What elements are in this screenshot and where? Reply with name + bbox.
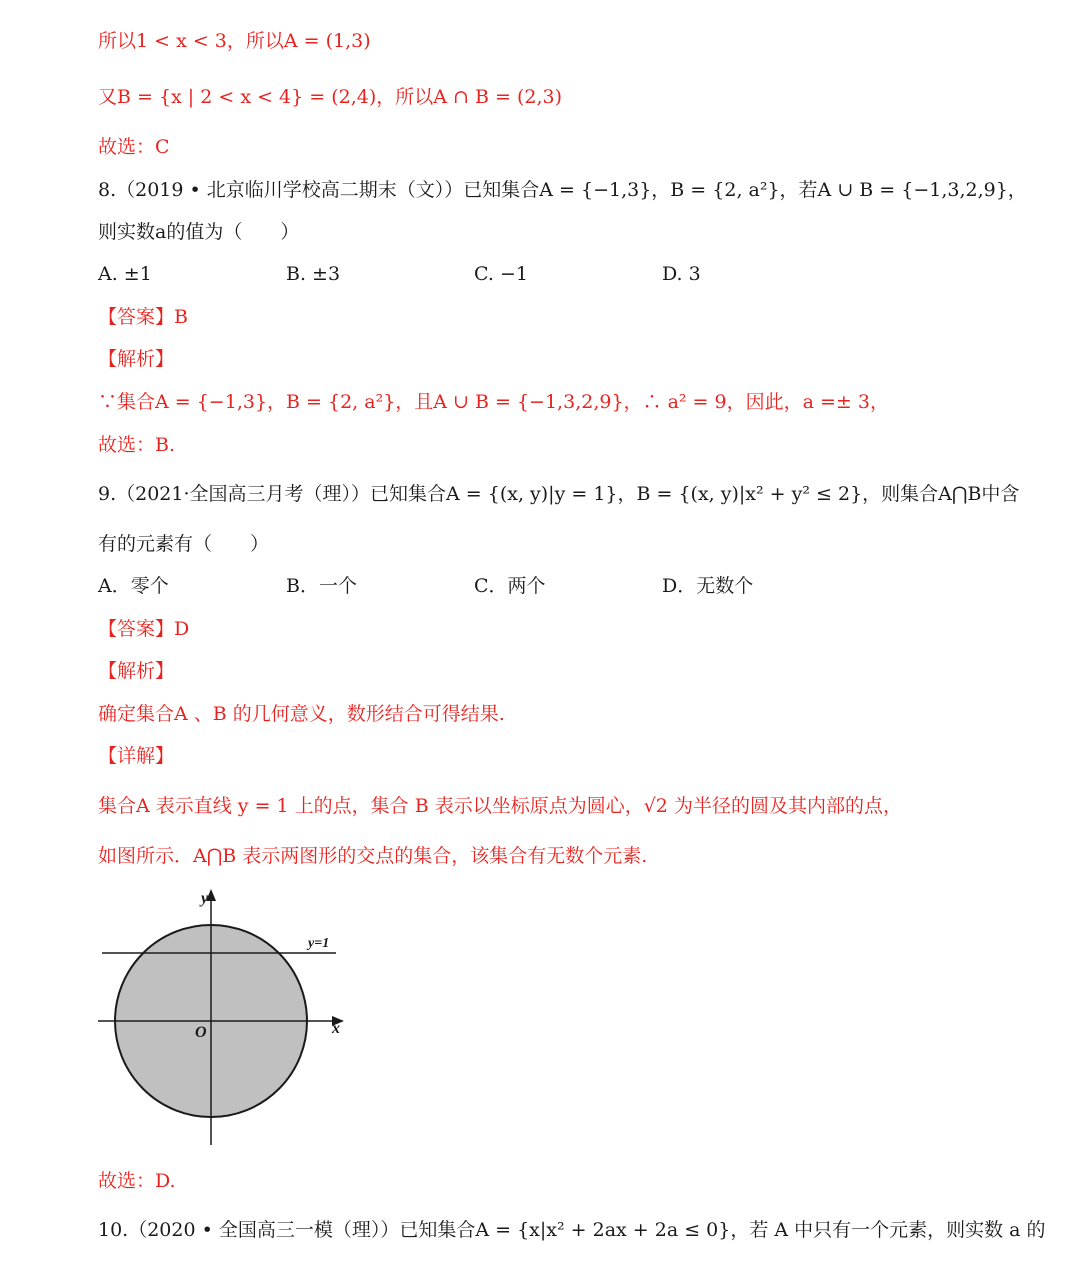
q9-analysis-text: 确定集合A 、B 的几何意义，数形结合可得结果. [98, 703, 505, 725]
q8-option-d: D. 3 [662, 263, 701, 285]
solution-line-2: 又B = {x | 2 < x < 4} = (2,4)，所以A ∩ B = (2,3) [98, 86, 562, 108]
q9-analysis-heading: 【解析】 [98, 660, 175, 682]
q9-detail-line-2: 如图所示．A⋂B 表示两图形的交点的集合，该集合有无数个元素. [98, 845, 648, 867]
solution-line-1: 所以1 < x < 3，所以A = (1,3) [98, 30, 371, 52]
q8-option-a: A. ±1 [98, 263, 152, 285]
x-axis-label: x [332, 1020, 340, 1037]
solution-select-c: 故选：C [98, 136, 170, 158]
q9-select: 故选：D. [98, 1170, 176, 1192]
q9-option-c: C．两个 [474, 575, 546, 597]
q8-answer: 【答案】B [98, 306, 188, 328]
q9-answer: 【答案】D [98, 618, 190, 640]
question-9-stem-cont: 有的元素有（ ） [98, 533, 270, 555]
question-10-stem: 10.（2020 • 全国高三一模（理））已知集合A = {x|x² + 2ax + 2a ≤ 0}，若 A 中只有一个元素，则实数 a 的 [98, 1219, 1046, 1241]
question-8-stem-cont: 则实数a的值为（ ） [98, 221, 300, 243]
origin-label: O [195, 1024, 207, 1041]
q8-analysis-heading: 【解析】 [98, 348, 175, 370]
q9-option-d: D．无数个 [662, 575, 754, 597]
q8-analysis-text: ∵集合A = {−1,3}，B = {2, a²}，且A ∪ B = {−1,3,2,9}，∴ a² = 9，因此，a =± 3， [98, 391, 889, 413]
q9-option-a: A．零个 [98, 575, 169, 597]
y-axis-label: y [201, 890, 209, 907]
q8-option-b: B. ±3 [286, 263, 341, 285]
circle-line-figure [94, 885, 354, 1150]
q8-option-c: C. −1 [474, 263, 528, 285]
q9-detail-heading: 【详解】 [98, 745, 175, 767]
q9-option-b: B．一个 [286, 575, 357, 597]
question-9-stem: 9.（2021·全国高三月考（理））已知集合A = {(x, y)|y = 1}，B = {(x, y)|x² + y² ≤ 2}，则集合A⋂B中含 [98, 483, 1020, 505]
line-label: y=1 [308, 936, 330, 951]
q9-detail-line-1: 集合A 表示直线 y = 1 上的点，集合 B 表示以坐标原点为圆心，√2 为半径的圆及其内部的点， [98, 795, 902, 817]
q8-select: 故选：B. [98, 434, 176, 456]
question-8-stem: 8.（2019 • 北京临川学校高二期末（文））已知集合A = {−1,3}，B = {2, a²}，若A ∪ B = {−1,3,2,9}， [98, 179, 1027, 201]
